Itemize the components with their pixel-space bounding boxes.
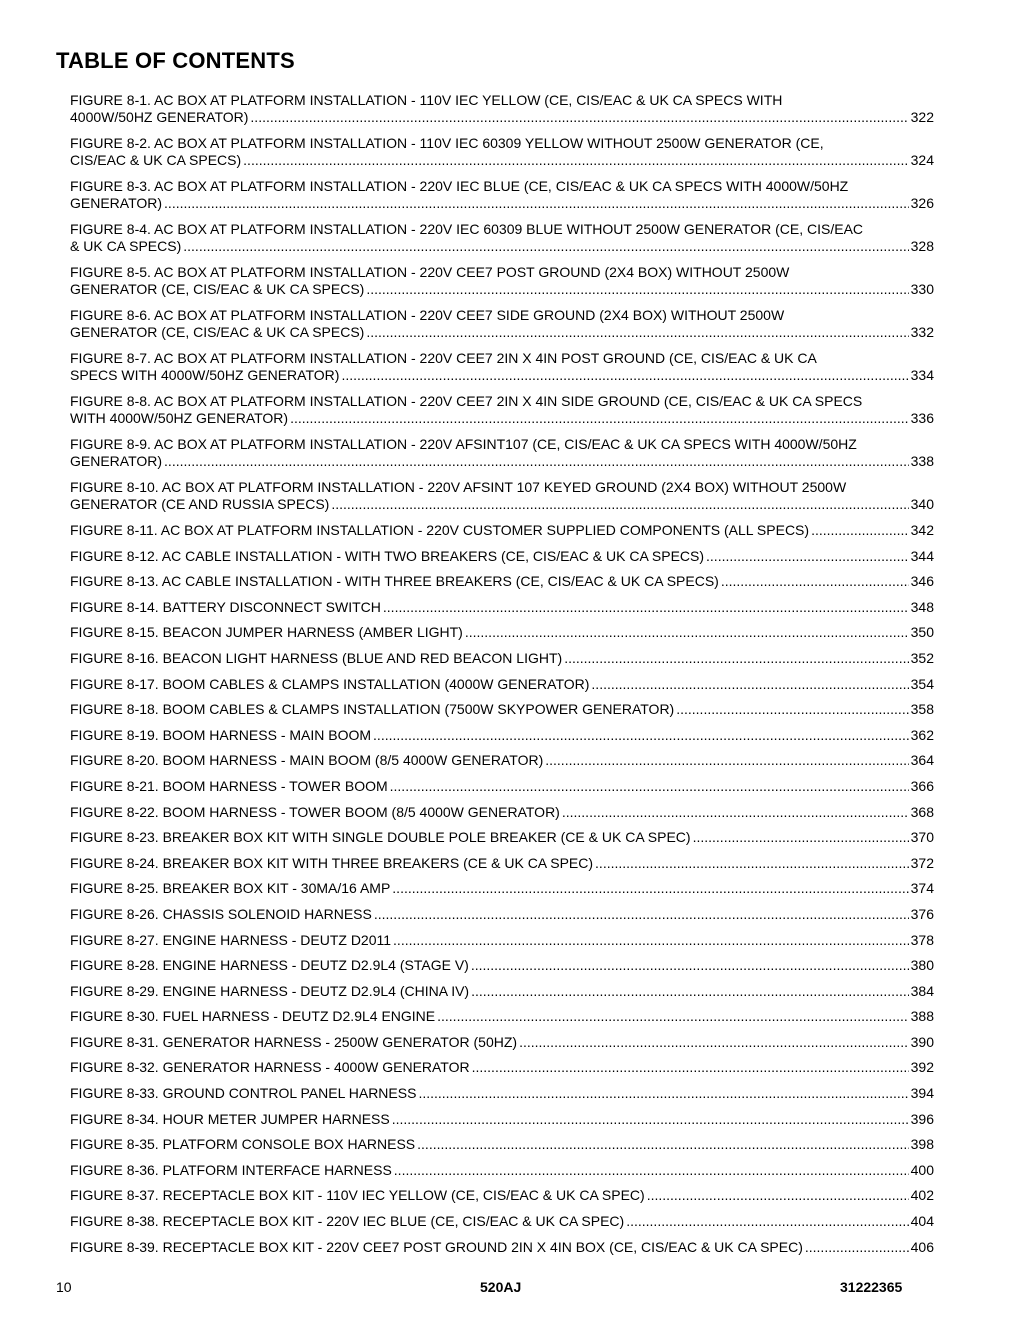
toc-entry-title: FIGURE 8-5. AC BOX AT PLATFORM INSTALLATION - 220V CEE7 POST GROUND (2X4 BOX) WITHOUT 2500W [70, 264, 790, 280]
toc-entry-title: FIGURE 8-2. AC BOX AT PLATFORM INSTALLATION - 110V IEC 60309 YELLOW WITHOUT 2500W GENERATOR (CE, [70, 135, 824, 151]
toc-entry[interactable] [70, 1187, 934, 1213]
toc-entry[interactable] [70, 307, 934, 350]
toc-page-number: 340 [910, 496, 934, 512]
toc-entry-title: FIGURE 8-1. AC BOX AT PLATFORM INSTALLATION - 110V IEC YELLOW (CE, CIS/EAC & UK CA SPECS WITH [70, 92, 783, 108]
toc-entry-title: FIGURE 8-29. ENGINE HARNESS - DEUTZ D2.9L4 (CHINA IV) [70, 982, 470, 999]
dot-leader [183, 238, 908, 255]
toc-entry-title-cont: GENERATOR (CE AND RUSSIA SPECS) [70, 496, 330, 512]
toc-entry-title: FIGURE 8-37. RECEPTACLE BOX KIT - 110V IEC YELLOW (CE, CIS/EAC & UK CA SPEC) [70, 1187, 645, 1204]
toc-page-number: 330 [910, 281, 934, 297]
toc-entry-title: FIGURE 8-10. AC BOX AT PLATFORM INSTALLATION - 220V AFSINT 107 KEYED GROUND (2X4 BOX) WITHOUT 2500W [70, 479, 847, 495]
dot-leader [290, 410, 909, 427]
toc-page-number: 404 [910, 1213, 934, 1230]
toc-entry[interactable] [70, 701, 934, 727]
toc-page-number: 406 [910, 1238, 934, 1255]
footer-model: 520AJ [480, 1279, 522, 1295]
dot-leader [366, 281, 908, 298]
toc-page-number: 352 [910, 649, 934, 666]
toc-entry-title-cont: 4000W/50HZ GENERATOR) [70, 109, 249, 125]
dot-leader [392, 880, 908, 897]
toc-entry[interactable] [70, 221, 934, 264]
toc-page-number: 358 [910, 701, 934, 718]
toc-entry-title: FIGURE 8-26. CHASSIS SOLENOID HARNESS [70, 905, 372, 922]
toc-entry[interactable] [70, 1034, 934, 1060]
dot-leader [418, 1085, 908, 1102]
dot-leader [811, 522, 909, 539]
toc-entry-title: FIGURE 8-19. BOOM HARNESS - MAIN BOOM [70, 726, 372, 743]
toc-page-number: 332 [910, 324, 934, 340]
toc-page-number: 334 [910, 367, 934, 383]
toc-entry[interactable] [70, 778, 934, 804]
toc-entry[interactable] [70, 479, 934, 522]
toc-page-number: 372 [910, 854, 934, 871]
toc-entry-title-cont: & UK CA SPECS) [70, 238, 182, 254]
toc-page-number: 362 [910, 726, 934, 743]
toc-page-number: 392 [910, 1059, 934, 1076]
toc-entry-title: FIGURE 8-13. AC CABLE INSTALLATION - WITH THREE BREAKERS (CE, CIS/EAC & UK CA SPECS) [70, 573, 719, 590]
toc-entry[interactable] [70, 436, 934, 479]
toc-page-number: 326 [910, 195, 934, 211]
dot-leader [417, 1136, 908, 1153]
toc-entry[interactable] [70, 727, 934, 753]
dot-leader [595, 855, 909, 872]
toc-page-number: 338 [910, 453, 934, 469]
toc-entry[interactable] [70, 522, 934, 548]
toc-page-number: 328 [910, 238, 934, 254]
toc-page-number: 348 [910, 598, 934, 615]
toc-entry-title: FIGURE 8-15. BEACON JUMPER HARNESS (AMBER LIGHT) [70, 624, 463, 641]
dot-leader [331, 496, 908, 513]
dot-leader [519, 1034, 909, 1051]
dot-leader [472, 1059, 909, 1076]
dot-leader [341, 367, 908, 384]
toc-page-number: 354 [910, 675, 934, 692]
toc-entry-title: FIGURE 8-17. BOOM CABLES & CLAMPS INSTALLATION (4000W GENERATOR) [70, 675, 590, 692]
page-footer [0, 1279, 1024, 1299]
toc-entry-title-cont: SPECS WITH 4000W/50HZ GENERATOR) [70, 367, 340, 383]
toc-entry-title: FIGURE 8-33. GROUND CONTROL PANEL HARNESS [70, 1085, 417, 1102]
toc-entry-title: FIGURE 8-30. FUEL HARNESS - DEUTZ D2.9L4 ENGINE [70, 1008, 436, 1025]
toc-page-number: 344 [910, 547, 934, 564]
toc-entry[interactable] [70, 906, 934, 932]
toc-page-number: 388 [910, 1008, 934, 1025]
toc-entry-title: FIGURE 8-12. AC CABLE INSTALLATION - WITH TWO BREAKERS (CE, CIS/EAC & UK CA SPECS) [70, 547, 705, 564]
dot-leader [373, 727, 909, 744]
toc-entry-title: FIGURE 8-24. BREAKER BOX KIT WITH THREE BREAKERS (CE & UK CA SPEC) [70, 854, 594, 871]
toc-entry[interactable] [70, 932, 934, 958]
toc-entry-title: FIGURE 8-38. RECEPTACLE BOX KIT - 220V IEC BLUE (CE, CIS/EAC & UK CA SPEC) [70, 1213, 625, 1230]
toc-page-number: 380 [910, 957, 934, 974]
toc-entry-title: FIGURE 8-8. AC BOX AT PLATFORM INSTALLATION - 220V CEE7 2IN X 4IN SIDE GROUND (CE, CIS/EAC & UK CA SPECS [70, 393, 863, 409]
dot-leader [394, 1162, 909, 1179]
dot-leader [626, 1213, 908, 1230]
toc-entry-title: FIGURE 8-39. RECEPTACLE BOX KIT - 220V CEE7 POST GROUND 2IN X 4IN BOX (CE, CIS/EAC & UK CA SPEC) [70, 1238, 803, 1255]
dot-leader [374, 906, 909, 923]
toc-entry[interactable] [70, 1008, 934, 1034]
dot-leader [706, 548, 909, 565]
dot-leader [243, 152, 908, 169]
toc-entry-title: FIGURE 8-22. BOOM HARNESS - TOWER BOOM (8/5 4000W GENERATOR) [70, 803, 560, 820]
toc-page-number: 374 [910, 880, 934, 897]
toc-list [70, 92, 934, 1264]
toc-entry-title: FIGURE 8-27. ENGINE HARNESS - DEUTZ D2011 [70, 931, 392, 948]
footer-page-number: 10 [56, 1279, 72, 1295]
toc-entry[interactable] [70, 1085, 934, 1111]
toc-page-number: 336 [910, 410, 934, 426]
toc-page-number: 324 [910, 152, 934, 168]
toc-entry[interactable] [70, 804, 934, 830]
toc-entry-title: FIGURE 8-34. HOUR METER JUMPER HARNESS [70, 1110, 390, 1127]
toc-entry[interactable] [70, 1239, 934, 1265]
toc-entry[interactable] [70, 393, 934, 436]
toc-entry-title-cont: GENERATOR) [70, 195, 163, 211]
toc-entry[interactable] [70, 1162, 934, 1188]
dot-leader [392, 1111, 909, 1128]
dot-leader [471, 957, 909, 974]
toc-page-number: 396 [910, 1110, 934, 1127]
toc-entry-title-cont: GENERATOR (CE, CIS/EAC & UK CA SPECS) [70, 324, 365, 340]
page-title: TABLE OF CONTENTS [56, 48, 295, 73]
toc-entry[interactable] [70, 92, 934, 135]
toc-entry[interactable] [70, 1213, 934, 1239]
toc-entry-title: FIGURE 8-25. BREAKER BOX KIT - 30MA/16 AMP [70, 880, 391, 897]
toc-entry-title: FIGURE 8-6. AC BOX AT PLATFORM INSTALLATION - 220V CEE7 SIDE GROUND (2X4 BOX) WITHOUT 2500W [70, 307, 785, 323]
toc-page-number: 402 [910, 1187, 934, 1204]
dot-leader [164, 195, 909, 212]
toc-entry-title: FIGURE 8-11. AC BOX AT PLATFORM INSTALLATION - 220V CUSTOMER SUPPLIED COMPONENTS (ALL SPECS) [70, 522, 810, 538]
toc-entry-title-cont: WITH 4000W/50HZ GENERATOR) [70, 410, 289, 426]
toc-page-number: 346 [910, 573, 934, 590]
dot-leader [383, 599, 909, 616]
toc-entry-title-cont: GENERATOR) [70, 453, 163, 469]
toc-page-number: 350 [910, 624, 934, 641]
toc-entry[interactable] [70, 1111, 934, 1137]
dot-leader [366, 324, 908, 341]
toc-entry[interactable] [70, 573, 934, 599]
toc-entry[interactable] [70, 350, 934, 393]
toc-entry[interactable] [70, 829, 934, 855]
dot-leader [676, 701, 908, 718]
toc-entry-title: FIGURE 8-4. AC BOX AT PLATFORM INSTALLATION - 220V IEC 60309 BLUE WITHOUT 2500W GENERATOR (CE, CIS/EAC [70, 221, 864, 237]
toc-page-number: 384 [910, 982, 934, 999]
toc-entry[interactable] [70, 178, 934, 221]
toc-entry-title: FIGURE 8-36. PLATFORM INTERFACE HARNESS [70, 1161, 392, 1178]
toc-page-number: 370 [910, 829, 934, 846]
dot-leader [805, 1239, 909, 1256]
toc-entry[interactable] [70, 957, 934, 983]
toc-entry[interactable] [70, 135, 934, 178]
toc-entry-title: FIGURE 8-16. BEACON LIGHT HARNESS (BLUE AND RED BEACON LIGHT) [70, 649, 563, 666]
dot-leader [390, 778, 909, 795]
dot-leader [545, 752, 908, 769]
toc-entry-title: FIGURE 8-7. AC BOX AT PLATFORM INSTALLATION - 220V CEE7 2IN X 4IN POST GROUND (CE, CIS/EAC & UK CA [70, 350, 817, 366]
toc-entry[interactable] [70, 752, 934, 778]
dot-leader [471, 983, 909, 1000]
toc-entry-title: FIGURE 8-18. BOOM CABLES & CLAMPS INSTALLATION (7500W SKYPOWER GENERATOR) [70, 701, 675, 718]
toc-entry-title: FIGURE 8-35. PLATFORM CONSOLE BOX HARNESS [70, 1136, 416, 1153]
toc-entry-title: FIGURE 8-31. GENERATOR HARNESS - 2500W GENERATOR (50HZ) [70, 1033, 518, 1050]
dot-leader [562, 804, 909, 821]
dot-leader [647, 1187, 909, 1204]
toc-page-number: 364 [910, 752, 934, 769]
dot-leader [693, 829, 909, 846]
toc-page-number: 368 [910, 803, 934, 820]
toc-entry-title-cont: CIS/EAC & UK CA SPECS) [70, 152, 242, 168]
toc-entry[interactable] [70, 880, 934, 906]
toc-page-number: 394 [910, 1085, 934, 1102]
toc-entry-title: FIGURE 8-23. BREAKER BOX KIT WITH SINGLE DOUBLE POLE BREAKER (CE & UK CA SPEC) [70, 829, 691, 846]
toc-page-number: 376 [910, 905, 934, 922]
dot-leader [465, 624, 909, 641]
toc-page-number: 398 [910, 1136, 934, 1153]
toc-page-number: 366 [910, 777, 934, 794]
dot-leader [591, 676, 908, 693]
toc-entry[interactable] [70, 1136, 934, 1162]
toc-entry-title: FIGURE 8-21. BOOM HARNESS - TOWER BOOM [70, 777, 388, 794]
dot-leader [164, 453, 909, 470]
toc-entry-title: FIGURE 8-9. AC BOX AT PLATFORM INSTALLATION - 220V AFSINT107 (CE, CIS/EAC & UK CA SPECS WITH 4000W/50HZ [70, 436, 857, 452]
toc-entry-title: FIGURE 8-14. BATTERY DISCONNECT SWITCH [70, 598, 381, 615]
toc-entry[interactable] [70, 624, 934, 650]
toc-entry-title: FIGURE 8-32. GENERATOR HARNESS - 4000W GENERATOR [70, 1059, 470, 1076]
toc-page-number: 400 [910, 1161, 934, 1178]
toc-entry-title: FIGURE 8-28. ENGINE HARNESS - DEUTZ D2.9L4 (STAGE V) [70, 957, 469, 974]
toc-page-number: 378 [910, 931, 934, 948]
toc-entry[interactable] [70, 1059, 934, 1085]
toc-entry[interactable] [70, 548, 934, 574]
dot-leader [393, 932, 909, 949]
toc-entry-title-cont: GENERATOR (CE, CIS/EAC & UK CA SPECS) [70, 281, 365, 297]
toc-entry[interactable] [70, 983, 934, 1009]
dot-leader [721, 573, 909, 590]
toc-page-number: 390 [910, 1033, 934, 1050]
toc-entry[interactable] [70, 855, 934, 881]
footer-doc-number: 31222365 [840, 1279, 903, 1295]
toc-entry[interactable] [70, 599, 934, 625]
dot-leader [250, 109, 908, 126]
toc-page-number: 342 [910, 522, 934, 538]
toc-entry[interactable] [70, 650, 934, 676]
toc-entry[interactable] [70, 676, 934, 702]
dot-leader [437, 1008, 909, 1025]
toc-page-number: 322 [910, 109, 934, 125]
toc-entry-title: FIGURE 8-3. AC BOX AT PLATFORM INSTALLATION - 220V IEC BLUE (CE, CIS/EAC & UK CA SPECS WITH 4000W/50HZ [70, 178, 849, 194]
toc-entry-title: FIGURE 8-20. BOOM HARNESS - MAIN BOOM (8/5 4000W GENERATOR) [70, 752, 544, 769]
dot-leader [564, 650, 908, 667]
toc-entry[interactable] [70, 264, 934, 307]
